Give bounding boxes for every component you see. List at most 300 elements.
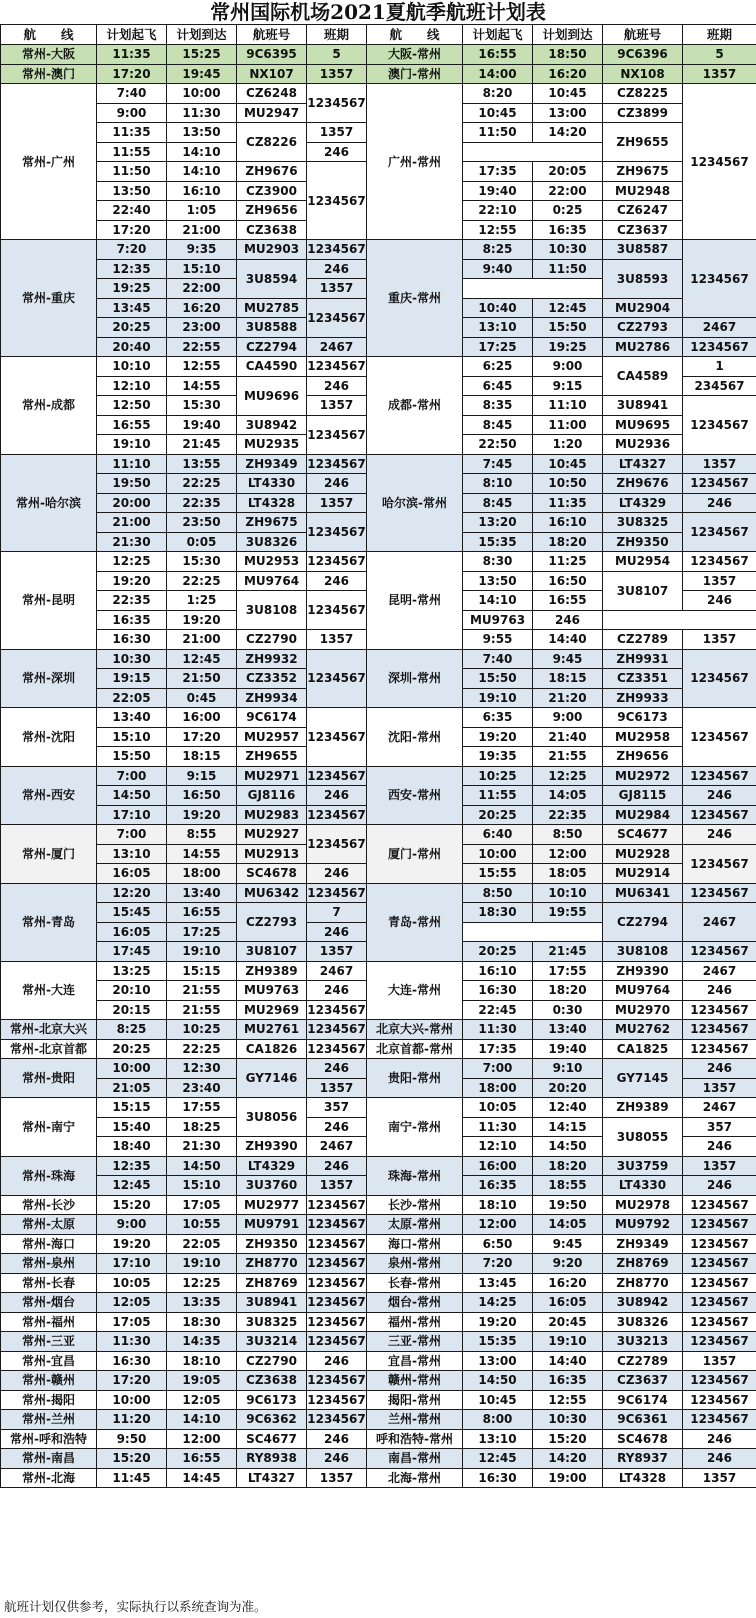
inbound-route-cell: 珠海-常州: [367, 1156, 463, 1195]
inbound-flight-number: MU9792: [603, 1215, 683, 1235]
flight-row: [1, 1293, 756, 1313]
outbound-operating-days: 1234567: [307, 1215, 367, 1235]
outbound-departure-time: 12:10: [97, 376, 167, 396]
outbound-departure-time: 12:05: [97, 1293, 167, 1313]
outbound-arrival-time: 0:05: [167, 532, 237, 552]
outbound-operating-days: 1357: [307, 1468, 367, 1488]
outbound-departure-time: 17:45: [97, 942, 167, 962]
outbound-departure-time: 19:50: [97, 474, 167, 494]
outbound-route-cell: 常州-南昌: [1, 1449, 97, 1469]
inbound-departure-time: 7:20: [463, 1254, 533, 1274]
inbound-arrival-time: 21:40: [533, 727, 603, 747]
outbound-arrival-time: 9:15: [167, 766, 237, 786]
inbound-departure-time: 15:35: [463, 1332, 533, 1352]
inbound-departure-time: 8:00: [463, 1410, 533, 1430]
inbound-flight-number: ZH9655: [603, 123, 683, 162]
inbound-departure-time: 11:30: [463, 1020, 533, 1040]
outbound-arrival-time: 16:20: [167, 298, 237, 318]
inbound-arrival-time: 10:45: [533, 454, 603, 474]
inbound-departure-time: 12:55: [463, 220, 533, 240]
outbound-arrival-time: 10:55: [167, 1215, 237, 1235]
outbound-departure-time: 10:10: [97, 357, 167, 377]
outbound-departure-time: 17:10: [97, 1254, 167, 1274]
outbound-route-cell: 常州-贵阳: [1, 1059, 97, 1098]
inbound-operating-days: 1234567: [683, 649, 756, 708]
inbound-operating-days: 1234567: [683, 1195, 756, 1215]
inbound-arrival-time: 21:55: [533, 747, 603, 767]
outbound-departure-time: 7:20: [97, 240, 167, 260]
inbound-operating-days: 246: [683, 591, 756, 611]
outbound-flight-number: CZ8226: [237, 123, 307, 162]
inbound-route-cell: 海口-常州: [367, 1234, 463, 1254]
inbound-flight-number: MU2786: [603, 337, 683, 357]
inbound-departure-time: 8:10: [463, 474, 533, 494]
outbound-flight-number: 3U8056: [237, 1098, 307, 1137]
outbound-route-cell: 常州-烟台: [1, 1293, 97, 1313]
outbound-flight-number: 3U8588: [237, 318, 307, 338]
inbound-operating-days: 246: [683, 786, 756, 806]
outbound-flight-number: CZ2794: [237, 337, 307, 357]
inbound-arrival-time: 11:00: [533, 415, 603, 435]
outbound-flight-number: 9C6395: [237, 45, 307, 65]
inbound-arrival-time: 8:50: [533, 825, 603, 845]
outbound-departure-time: 13:25: [97, 961, 167, 981]
outbound-flight-number: MU9763: [237, 981, 307, 1001]
col-route-out-header: 航 线: [1, 25, 97, 45]
inbound-flight-number: 3U8593: [603, 259, 683, 298]
col-days-out-header: 班期: [307, 25, 367, 45]
inbound-route-cell: 烟台-常州: [367, 1293, 463, 1313]
inbound-arrival-time: 9:20: [533, 1254, 603, 1274]
outbound-operating-days: 246: [307, 786, 367, 806]
outbound-departure-time: 17:05: [97, 1312, 167, 1332]
outbound-arrival-time: 21:45: [167, 435, 237, 455]
inbound-flight-number: CZ2789: [603, 1351, 683, 1371]
inbound-operating-days: 1234567: [683, 883, 756, 903]
inbound-operating-days: 234567: [683, 376, 756, 396]
inbound-arrival-time: 19:40: [533, 1039, 603, 1059]
inbound-flight-number: 3U3759: [603, 1156, 683, 1176]
inbound-flight-number: CZ8225: [603, 84, 683, 104]
outbound-flight-number: MU9696: [237, 376, 307, 415]
outbound-arrival-time: 13:40: [167, 883, 237, 903]
outbound-flight-number: LT4329: [237, 1156, 307, 1176]
outbound-departure-time: 16:55: [97, 415, 167, 435]
inbound-departure-time: 8:25: [463, 240, 533, 260]
inbound-operating-days: 1234567: [683, 805, 756, 825]
outbound-flight-number: MU2935: [237, 435, 307, 455]
outbound-operating-days: 2467: [307, 961, 367, 981]
outbound-flight-number: 3U8107: [237, 942, 307, 962]
inbound-flight-number: MU2928: [603, 844, 683, 864]
outbound-departure-time: 15:45: [97, 903, 167, 923]
outbound-flight-number: SC4678: [237, 864, 307, 884]
outbound-arrival-time: 13:50: [167, 123, 237, 143]
outbound-route-cell: 常州-重庆: [1, 240, 97, 357]
outbound-operating-days: 246: [307, 864, 367, 884]
inbound-flight-number: MU9695: [603, 415, 683, 435]
outbound-flight-number: CZ3638: [237, 1371, 307, 1391]
inbound-departure-time: 14:10: [463, 591, 533, 611]
outbound-route-cell: 常州-赣州: [1, 1371, 97, 1391]
flight-row: [1, 64, 756, 84]
inbound-arrival-time: 16:35: [533, 220, 603, 240]
inbound-flight-number: LT4330: [603, 1176, 683, 1196]
inbound-flight-number: MU2914: [603, 864, 683, 884]
inbound-departure-time: 10:45: [463, 1390, 533, 1410]
inbound-departure-time: 7:40: [463, 649, 533, 669]
outbound-route-cell: 常州-昆明: [1, 552, 97, 650]
flight-row: [1, 1273, 756, 1293]
flight-row: [1, 1039, 756, 1059]
inbound-flight-number: 9C6396: [603, 45, 683, 65]
inbound-route-cell: 哈尔滨-常州: [367, 454, 463, 552]
col-flight-in-header: 航班号: [603, 25, 683, 45]
inbound-departure-time: 8:30: [463, 552, 533, 572]
outbound-flight-number: ZH9350: [237, 1234, 307, 1254]
inbound-flight-number: SC4678: [603, 1429, 683, 1449]
outbound-departure-time: 11:30: [97, 1332, 167, 1352]
outbound-operating-days: 1234567: [307, 708, 367, 767]
inbound-flight-number: ZH8769: [603, 1254, 683, 1274]
inbound-flight-number: GY7145: [603, 1059, 683, 1098]
outbound-arrival-time: 18:25: [167, 1117, 237, 1137]
inbound-arrival-time: 19:25: [533, 337, 603, 357]
inbound-operating-days: 1234567: [683, 513, 756, 552]
inbound-arrival-time: 18:15: [533, 669, 603, 689]
inbound-flight-number: LT4327: [603, 454, 683, 474]
inbound-arrival-time: 11:25: [533, 552, 603, 572]
outbound-arrival-time: 13:35: [167, 1293, 237, 1313]
outbound-departure-time: 17:10: [97, 805, 167, 825]
inbound-departure-time: 16:35: [97, 610, 167, 630]
inbound-route-cell: 揭阳-常州: [367, 1390, 463, 1410]
flight-row: [1, 766, 756, 786]
inbound-flight-number: MU2936: [603, 435, 683, 455]
outbound-departure-time: 19:20: [97, 571, 167, 591]
outbound-route-cell: 常州-揭阳: [1, 1390, 97, 1410]
outbound-arrival-time: 18:30: [167, 1312, 237, 1332]
outbound-departure-time: 17:20: [97, 220, 167, 240]
inbound-arrival-time: 22:00: [533, 181, 603, 201]
inbound-operating-days: 1234567: [683, 1332, 756, 1352]
outbound-departure-time: 22:05: [97, 688, 167, 708]
outbound-operating-days: 2467: [307, 337, 367, 357]
inbound-flight-number: CZ3637: [603, 1371, 683, 1391]
outbound-departure-time: 15:20: [97, 1449, 167, 1469]
outbound-arrival-time: 14:45: [167, 1468, 237, 1488]
inbound-flight-number: LT4329: [603, 493, 683, 513]
inbound-operating-days: 1234567: [683, 337, 756, 357]
outbound-route-cell: 常州-青岛: [1, 883, 97, 961]
outbound-departure-time: 19:25: [97, 279, 167, 299]
inbound-arrival-time: 14:40: [533, 630, 603, 650]
inbound-arrival-time: 16:20: [533, 64, 603, 84]
inbound-operating-days: 5: [683, 45, 756, 65]
inbound-departure-time: 18:30: [463, 903, 533, 923]
outbound-operating-days: 1357: [307, 1078, 367, 1098]
inbound-operating-days: 1357: [683, 630, 756, 650]
inbound-route-cell: 广州-常州: [367, 84, 463, 240]
outbound-arrival-time: 18:10: [167, 1351, 237, 1371]
outbound-operating-days: 1234567: [307, 513, 367, 552]
outbound-operating-days: 1357: [307, 1176, 367, 1196]
inbound-operating-days: 1234567: [683, 1293, 756, 1313]
outbound-route-cell: 常州-哈尔滨: [1, 454, 97, 552]
outbound-departure-time: 11:45: [97, 1468, 167, 1488]
inbound-flight-number: MU2904: [603, 298, 683, 318]
inbound-route-cell: 南宁-常州: [367, 1098, 463, 1157]
outbound-arrival-time: 21:00: [167, 220, 237, 240]
inbound-flight-number: CZ6247: [603, 201, 683, 221]
outbound-departure-time: 21:30: [97, 532, 167, 552]
inbound-arrival-time: 9:00: [533, 357, 603, 377]
outbound-operating-days: 246: [307, 1449, 367, 1469]
outbound-departure-time: 20:00: [97, 493, 167, 513]
outbound-arrival-time: 13:55: [167, 454, 237, 474]
inbound-route-cell: 大连-常州: [367, 961, 463, 1020]
inbound-arrival-time: 18:20: [533, 981, 603, 1001]
flight-row: [1, 961, 756, 981]
inbound-flight-number: ZH9656: [603, 747, 683, 767]
outbound-departure-time: 20:15: [97, 1000, 167, 1020]
outbound-arrival-time: 22:05: [167, 1234, 237, 1254]
inbound-operating-days: 1234567: [683, 84, 756, 240]
inbound-arrival-time: 1:20: [533, 435, 603, 455]
inbound-flight-number: 3U8941: [603, 396, 683, 416]
inbound-arrival-time: 12:55: [533, 1390, 603, 1410]
outbound-route-cell: 常州-长沙: [1, 1195, 97, 1215]
outbound-flight-number: 3U3760: [237, 1176, 307, 1196]
inbound-flight-number: CA1825: [603, 1039, 683, 1059]
inbound-departure-time: 16:30: [463, 1468, 533, 1488]
outbound-departure-time: 17:20: [97, 64, 167, 84]
inbound-operating-days: 1234567: [683, 1390, 756, 1410]
outbound-departure-time: 15:50: [97, 747, 167, 767]
inbound-arrival-time: 18:20: [533, 532, 603, 552]
outbound-flight-number: 3U8325: [237, 1312, 307, 1332]
flight-row: [1, 1156, 756, 1176]
inbound-departure-time: 13:45: [463, 1273, 533, 1293]
outbound-arrival-time: 0:45: [167, 688, 237, 708]
inbound-flight-number: NX108: [603, 64, 683, 84]
outbound-operating-days: 1357: [307, 630, 367, 650]
inbound-arrival-time: 11:35: [533, 493, 603, 513]
inbound-departure-time: 22:45: [463, 1000, 533, 1020]
inbound-arrival-time: 17:55: [533, 961, 603, 981]
col-route-in-header: 航 线: [367, 25, 463, 45]
inbound-departure-time: 6:40: [463, 825, 533, 845]
inbound-flight-number: MU2978: [603, 1195, 683, 1215]
inbound-departure-time: 16:10: [463, 961, 533, 981]
inbound-flight-number: 9C6174: [603, 1390, 683, 1410]
flight-row: [1, 1371, 756, 1391]
outbound-departure-time: 7:00: [97, 766, 167, 786]
schedule-body: [1, 25, 756, 1488]
outbound-arrival-time: 18:00: [167, 864, 237, 884]
inbound-arrival-time: 14:50: [533, 1137, 603, 1157]
outbound-arrival-time: 12:55: [167, 357, 237, 377]
outbound-flight-number: 3U3214: [237, 1332, 307, 1352]
inbound-departure-time: 13:20: [463, 513, 533, 533]
outbound-departure-time: 16:30: [97, 1351, 167, 1371]
inbound-flight-number: GJ8115: [603, 786, 683, 806]
outbound-flight-number: 9C6173: [237, 1390, 307, 1410]
inbound-flight-number: 3U8325: [603, 513, 683, 533]
inbound-operating-days: 246: [683, 825, 756, 845]
flight-row: [1, 1332, 756, 1352]
outbound-arrival-time: 18:15: [167, 747, 237, 767]
inbound-arrival-time: 14:05: [533, 786, 603, 806]
inbound-arrival-time: 12:45: [533, 298, 603, 318]
flight-row: [1, 240, 756, 260]
inbound-route-cell: 大阪-常州: [367, 45, 463, 65]
inbound-operating-days: 1234567: [683, 708, 756, 767]
outbound-route-cell: 常州-澳门: [1, 64, 97, 84]
outbound-flight-number: 3U8941: [237, 1293, 307, 1313]
inbound-route-cell: 泉州-常州: [367, 1254, 463, 1274]
outbound-departure-time: 7:00: [97, 825, 167, 845]
footnote: 航班计划仅供参考，实际执行以系统查询为准。: [4, 1599, 267, 1614]
inbound-route-cell: 西安-常州: [367, 766, 463, 825]
flight-row: [1, 1234, 756, 1254]
outbound-operating-days: 1234567: [307, 1234, 367, 1254]
col-dep-in-header: 计划起飞: [463, 25, 533, 45]
outbound-departure-time: 16:05: [97, 922, 167, 942]
inbound-flight-number: ZH9349: [603, 1234, 683, 1254]
flight-row: [1, 454, 756, 474]
inbound-route-cell: 沈阳-常州: [367, 708, 463, 767]
inbound-operating-days: 2467: [683, 318, 756, 338]
outbound-departure-time: 12:20: [97, 883, 167, 903]
outbound-departure-time: 11:20: [97, 1410, 167, 1430]
outbound-operating-days: 1234567: [307, 825, 367, 864]
outbound-operating-days: 246: [307, 571, 367, 591]
outbound-flight-number: ZH9389: [237, 961, 307, 981]
inbound-operating-days: 1234567: [683, 844, 756, 883]
outbound-arrival-time: 12:05: [167, 1390, 237, 1410]
inbound-departure-time: 8:45: [463, 493, 533, 513]
outbound-arrival-time: 19:40: [167, 415, 237, 435]
outbound-arrival-time: 23:00: [167, 318, 237, 338]
col-dep-out-header: 计划起飞: [97, 25, 167, 45]
outbound-operating-days: 1234567: [307, 649, 367, 708]
outbound-operating-days: 246: [307, 1059, 367, 1079]
inbound-route-cell: 南昌-常州: [367, 1449, 463, 1469]
inbound-departure-time: 16:00: [463, 1156, 533, 1176]
outbound-route-cell: 常州-福州: [1, 1312, 97, 1332]
outbound-departure-time: 20:25: [97, 318, 167, 338]
inbound-flight-number: CZ2793: [603, 318, 683, 338]
outbound-arrival-time: 9:35: [167, 240, 237, 260]
inbound-operating-days: 246: [533, 610, 603, 630]
inbound-flight-number: CZ2794: [603, 903, 683, 942]
outbound-operating-days: 1234567: [307, 1390, 367, 1410]
outbound-departure-time: 19:10: [97, 435, 167, 455]
outbound-flight-number: CZ3638: [237, 220, 307, 240]
outbound-departure-time: 15:10: [97, 727, 167, 747]
inbound-departure-time: 15:50: [463, 669, 533, 689]
inbound-flight-number: 3U3213: [603, 1332, 683, 1352]
outbound-route-cell: 常州-北京首都: [1, 1039, 97, 1059]
outbound-flight-number: NX107: [237, 64, 307, 84]
outbound-operating-days: 1357: [307, 942, 367, 962]
flight-schedule-table: [0, 24, 756, 1488]
inbound-arrival-time: 16:20: [533, 1273, 603, 1293]
outbound-departure-time: 18:40: [97, 1137, 167, 1157]
outbound-flight-number: SC4677: [237, 1429, 307, 1449]
inbound-route-cell: 北海-常州: [367, 1468, 463, 1488]
inbound-flight-number: CZ3899: [603, 103, 683, 123]
outbound-flight-number: 9C6362: [237, 1410, 307, 1430]
outbound-arrival-time: 19:05: [167, 1371, 237, 1391]
outbound-arrival-time: 14:50: [167, 1156, 237, 1176]
inbound-departure-time: 19:20: [463, 1312, 533, 1332]
outbound-flight-number: ZH9656: [237, 201, 307, 221]
flight-row: [1, 45, 756, 65]
outbound-route-cell: 常州-泉州: [1, 1254, 97, 1274]
outbound-departure-time: 19:20: [97, 1234, 167, 1254]
outbound-operating-days: 246: [307, 1429, 367, 1449]
outbound-arrival-time: 21:55: [167, 981, 237, 1001]
inbound-arrival-time: 9:10: [533, 1059, 603, 1079]
inbound-operating-days: 246: [683, 1137, 756, 1157]
inbound-departure-time: 10:45: [463, 103, 533, 123]
inbound-flight-number: CA4589: [603, 357, 683, 396]
outbound-departure-time: 20:25: [97, 1039, 167, 1059]
inbound-flight-number: MU2984: [603, 805, 683, 825]
outbound-arrival-time: 19:45: [167, 64, 237, 84]
outbound-route-cell: 常州-三亚: [1, 1332, 97, 1352]
outbound-departure-time: 10:00: [97, 1390, 167, 1410]
outbound-flight-number: MU2785: [237, 298, 307, 318]
inbound-flight-number: MU2954: [603, 552, 683, 572]
outbound-arrival-time: 23:50: [167, 513, 237, 533]
outbound-operating-days: 1234567: [307, 1000, 367, 1020]
outbound-arrival-time: 16:55: [167, 1449, 237, 1469]
outbound-operating-days: 246: [307, 376, 367, 396]
inbound-departure-time: 9:55: [463, 630, 533, 650]
outbound-arrival-time: 23:40: [167, 1078, 237, 1098]
inbound-flight-number: CZ2789: [603, 630, 683, 650]
inbound-flight-number: MU2958: [603, 727, 683, 747]
inbound-flight-number: 9C6361: [603, 1410, 683, 1430]
inbound-operating-days: 2467: [683, 903, 756, 942]
outbound-flight-number: MU2969: [237, 1000, 307, 1020]
outbound-arrival-time: 14:10: [167, 162, 237, 182]
inbound-arrival-time: 0:30: [533, 1000, 603, 1020]
outbound-operating-days: 1357: [307, 64, 367, 84]
inbound-route-cell: 北京大兴-常州: [367, 1020, 463, 1040]
inbound-arrival-time: 0:25: [533, 201, 603, 221]
inbound-flight-number: ZH8770: [603, 1273, 683, 1293]
inbound-arrival-time: 14:20: [533, 1449, 603, 1469]
outbound-flight-number: MU2913: [237, 844, 307, 864]
outbound-route-cell: 常州-太原: [1, 1215, 97, 1235]
inbound-operating-days: 1357: [683, 1156, 756, 1176]
inbound-departure-time: 15:35: [463, 532, 533, 552]
inbound-departure-time: 16:30: [463, 981, 533, 1001]
outbound-arrival-time: 14:55: [167, 844, 237, 864]
inbound-operating-days: 1234567: [683, 1020, 756, 1040]
inbound-arrival-time: 19:20: [167, 610, 237, 630]
outbound-arrival-time: 22:25: [167, 474, 237, 494]
outbound-operating-days: 1234567: [307, 1371, 367, 1391]
outbound-flight-number: MU2957: [237, 727, 307, 747]
outbound-operating-days: 5: [307, 45, 367, 65]
outbound-route-cell: 常州-广州: [1, 84, 97, 240]
outbound-arrival-time: 14:10: [167, 142, 237, 162]
